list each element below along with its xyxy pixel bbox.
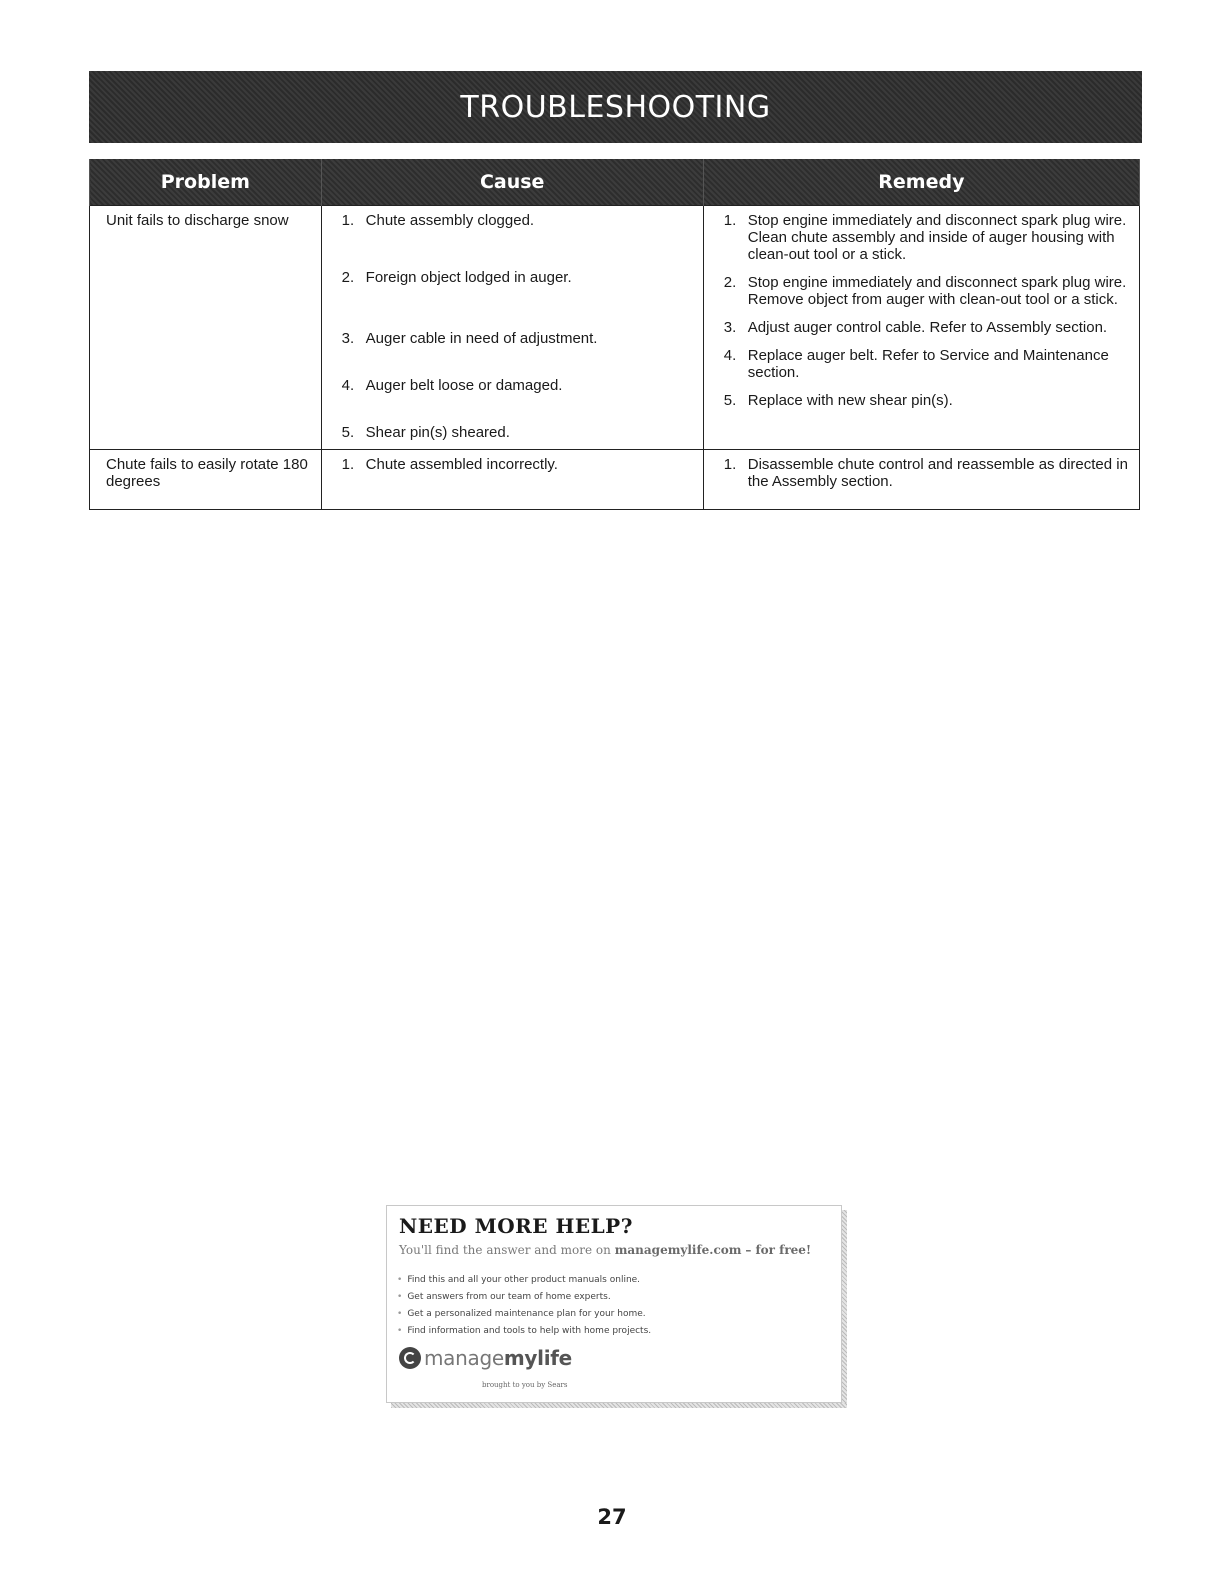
- troubleshooting-table: [89, 159, 1140, 510]
- managemylife-logo: managemylife: [399, 1346, 572, 1370]
- page-number: 27: [597, 1505, 627, 1529]
- help-subtitle: You'll find the answer and more on managemylife.com – for free!: [399, 1243, 812, 1257]
- list-item: 2. Foreign object lodged in auger.: [341, 269, 572, 286]
- help-footer: brought to you by Sears: [482, 1381, 568, 1389]
- help-bullet-list: [397, 1272, 651, 1340]
- remedy-list: [704, 206, 1139, 428]
- column-header-remedy: Remedy: [703, 159, 1139, 206]
- list-item: 1. Stop engine immediately and disconnect spark plug wire. Clean chute assembly and inside of auger housing with clean-out tool or a stick.: [723, 212, 1127, 263]
- list-item: 5. Replace with new shear pin(s).: [723, 392, 953, 409]
- table-row: [90, 206, 1140, 450]
- managemylife-link[interactable]: managemylife.com: [614, 1243, 742, 1257]
- table-header-row: [90, 159, 1140, 206]
- cause-cell: [321, 450, 703, 510]
- problem-text: Unit fails to discharge snow: [106, 212, 289, 229]
- list-item: 3. Adjust auger control cable. Refer to Assembly section.: [723, 319, 1108, 336]
- section-banner: [89, 71, 1142, 143]
- problem-cell: [90, 450, 322, 510]
- list-item: 1. Chute assembled incorrectly.: [341, 456, 558, 473]
- list-item: • Find this and all your other product manuals online.: [397, 1272, 651, 1289]
- column-header-cause: Cause: [321, 159, 703, 206]
- list-item: 5. Shear pin(s) sheared.: [341, 424, 510, 441]
- list-item: • Get a personalized maintenance plan for your home.: [397, 1306, 651, 1323]
- table-row: [90, 450, 1140, 510]
- list-item: 2. Stop engine immediately and disconnect spark plug wire. Remove object from auger with clean-out tool or a stick.: [723, 274, 1127, 308]
- list-item: 1. Chute assembly clogged.: [341, 212, 535, 229]
- list-item: 4. Auger belt loose or damaged.: [341, 377, 563, 394]
- list-item: 1. Disassemble chute control and reassemble as directed in the Assembly section.: [723, 456, 1128, 490]
- list-item: • Find information and tools to help with home projects.: [397, 1323, 651, 1340]
- help-box-shadow: [391, 1403, 847, 1408]
- remedy-list: [704, 450, 1139, 509]
- remedy-cell: [703, 450, 1139, 510]
- problem-text: Chute fails to easily rotate 180 degrees: [106, 456, 308, 490]
- help-title: NEED MORE HELP?: [399, 1214, 633, 1238]
- cause-cell: [321, 206, 703, 450]
- list-item: 3. Auger cable in need of adjustment.: [341, 330, 598, 347]
- list-item: 4. Replace auger belt. Refer to Service and Maintenance section.: [723, 347, 1109, 381]
- section-title: TROUBLESHOOTING: [460, 89, 771, 125]
- column-header-problem: Problem: [90, 159, 322, 206]
- cause-list: [322, 206, 703, 449]
- cause-list: [322, 450, 703, 481]
- problem-cell: [90, 206, 322, 450]
- remedy-cell: [703, 206, 1139, 450]
- list-item: • Get answers from our team of home experts.: [397, 1289, 651, 1306]
- need-more-help-box: [386, 1205, 842, 1403]
- help-box-shadow: [842, 1210, 847, 1408]
- managemylife-logo-icon: [399, 1347, 421, 1369]
